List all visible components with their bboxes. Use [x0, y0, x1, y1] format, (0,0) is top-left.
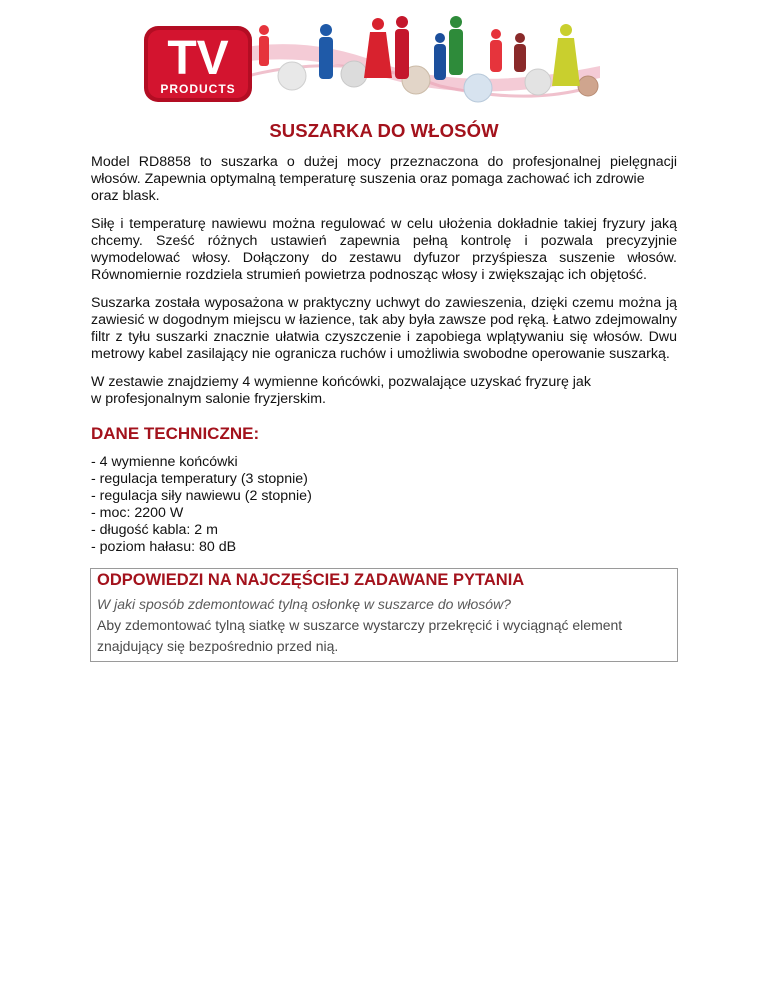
- hanger-paragraph: Suszarka została wyposażona w praktyczny uchwyt do zawieszenia, dzięki czemu można ją zawiesić w dogodnym miejscu w łazience, tak aby była zawsze pod ręką. Łatwo zdejmowalny filtr z tyłu suszarki znacznie ułatwia czyszczenie i zapobiega wplątywaniu się włosów. Dwu metrowy kabel zasilający nie ogranicza ruchów i umożliwia swobodne operowanie suszarką.: [91, 295, 677, 362]
- person-silhouette-8: [514, 33, 526, 72]
- tv-products-logo: [144, 26, 252, 102]
- paragraph-text-1: Model RD8858 to suszarka o dużej mocy przeznaczona do profesjonalnej pielęgnacji włosów. Zapewnia optymalną temperaturę suszenia oraz pomaga zachować ich zdrowie oraz blask.: [91, 154, 677, 204]
- person-silhouette-5: [434, 33, 446, 80]
- logo-tv-text: TV: [167, 32, 229, 85]
- person-silhouette-6: [449, 16, 463, 75]
- faq-question: W jaki sposób zdemontować tylną osłonkę w suszarce do włosów?: [97, 596, 511, 612]
- person-silhouette-1: [259, 25, 269, 66]
- spec-item: - 4 wymienne końcówki: [91, 454, 238, 470]
- faq-heading: ODPOWIEDZI NA NAJCZĘŚCIEJ ZADAWANE PYTANIA: [97, 571, 525, 589]
- spec-item: - regulacja siły nawiewu (2 stopnie): [91, 488, 312, 504]
- person-silhouette-9: [552, 24, 580, 86]
- logo-products-text: PRODUCTS: [160, 82, 236, 96]
- person-silhouette-7: [490, 29, 502, 72]
- settings-paragraph: Siłę i temperaturę nawiewu można regulować w celu ułożenia dokładnie takiej fryzury jaką chcemy. Sześć różnych ustawień zapewnia pełną kontrolę i pozwala precyzyjnie wymodelować włosy. Dołączony do zestawu dyfuzor przyśpiesza suszenie włosów. Równomiernie rozdziela strumień powietrza podnosząc włosy i zwiększając ich objętość.: [91, 216, 677, 283]
- paragraph-text-4: W zestawie znajdziemy 4 wymienne końcówki, pozwalające uzyskać fryzurę jak w profesjonalnym salonie fryzjerskim.: [91, 374, 591, 407]
- product-bubble-4: [464, 74, 492, 102]
- tv-products-banner: [140, 8, 610, 108]
- faq-answer: Aby zdemontować tylną siatkę w suszarce wystarczy przekręcić i wyciągnąć element znajdujący się bezpośrednio przed nią.: [97, 617, 623, 654]
- faq-box: [90, 568, 678, 662]
- header-banner: [140, 8, 610, 108]
- product-bubble-2: [341, 61, 367, 87]
- specs-heading: DANE TECHNICZNE:: [91, 424, 260, 443]
- spec-item: - regulacja temperatury (3 stopnie): [91, 471, 308, 487]
- specs-list: [91, 454, 677, 556]
- intro-paragraph: [91, 154, 677, 205]
- person-silhouette-2: [319, 24, 333, 79]
- product-bubble-5: [525, 69, 551, 95]
- person-silhouette-4: [395, 16, 409, 79]
- person-silhouette-3: [364, 18, 392, 78]
- spec-item: - długość kabla: 2 m: [91, 522, 218, 538]
- document-body: [91, 120, 677, 662]
- attachments-paragraph: [91, 374, 677, 408]
- spec-item: - poziom hałasu: 80 dB: [91, 539, 237, 555]
- page-title: SUSZARKA DO WŁOSÓW: [269, 120, 499, 141]
- spec-item: - moc: 2200 W: [91, 505, 184, 521]
- product-bubble-6: [578, 76, 598, 96]
- product-bubble-1: [278, 62, 306, 90]
